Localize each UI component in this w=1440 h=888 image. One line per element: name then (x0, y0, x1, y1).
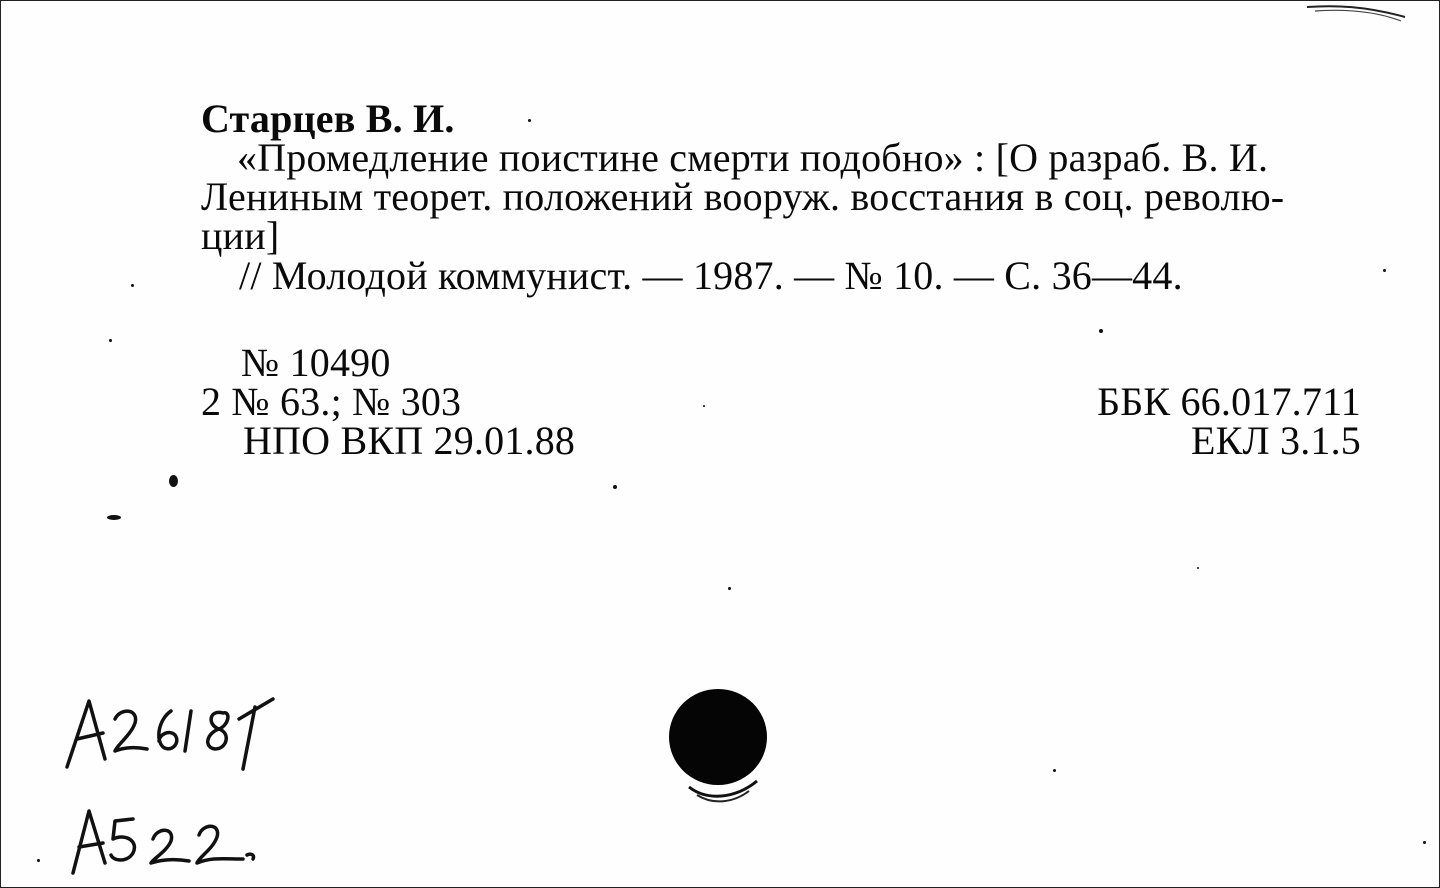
source-reference: // Молодой коммунист. — 1987. — № 10. — С. 36—44. (239, 253, 1183, 298)
record-number: № 10490 (241, 340, 391, 385)
title-line-3: ции] (201, 213, 280, 258)
copies-line: 2 № 63.; № 303 (201, 379, 462, 424)
bbk-classification: ББК 66.017.711 (1097, 379, 1361, 424)
speck (1383, 269, 1386, 272)
speck (131, 284, 134, 287)
speck (1099, 329, 1103, 333)
speck (703, 405, 705, 407)
speck (1423, 841, 1426, 844)
author-name: Старцев В. И. (201, 96, 455, 141)
npo-line: НПО ВКП 29.01.88 (243, 418, 576, 463)
speck (528, 119, 531, 122)
punch-hole-shadow (677, 771, 767, 816)
speck (107, 515, 121, 520)
speck (613, 485, 617, 489)
corner-scratch-mark (1305, 3, 1415, 30)
speck (109, 339, 112, 342)
ekl-classification: ЕКЛ 3.1.5 (1190, 418, 1361, 463)
speck (169, 475, 178, 487)
title-line-1: «Промедление поистине смерти подобно» : [О разраб. В. И. (237, 135, 1269, 180)
speck (37, 859, 40, 862)
title-line-2: Лениным теорет. положений вооруж. восстания в соц. револю- (201, 174, 1285, 219)
speck (1053, 769, 1056, 772)
speck (1197, 567, 1199, 569)
handwritten-shelf-mark (67, 793, 277, 888)
handwritten-inventory-number (59, 689, 299, 784)
speck (728, 587, 731, 590)
